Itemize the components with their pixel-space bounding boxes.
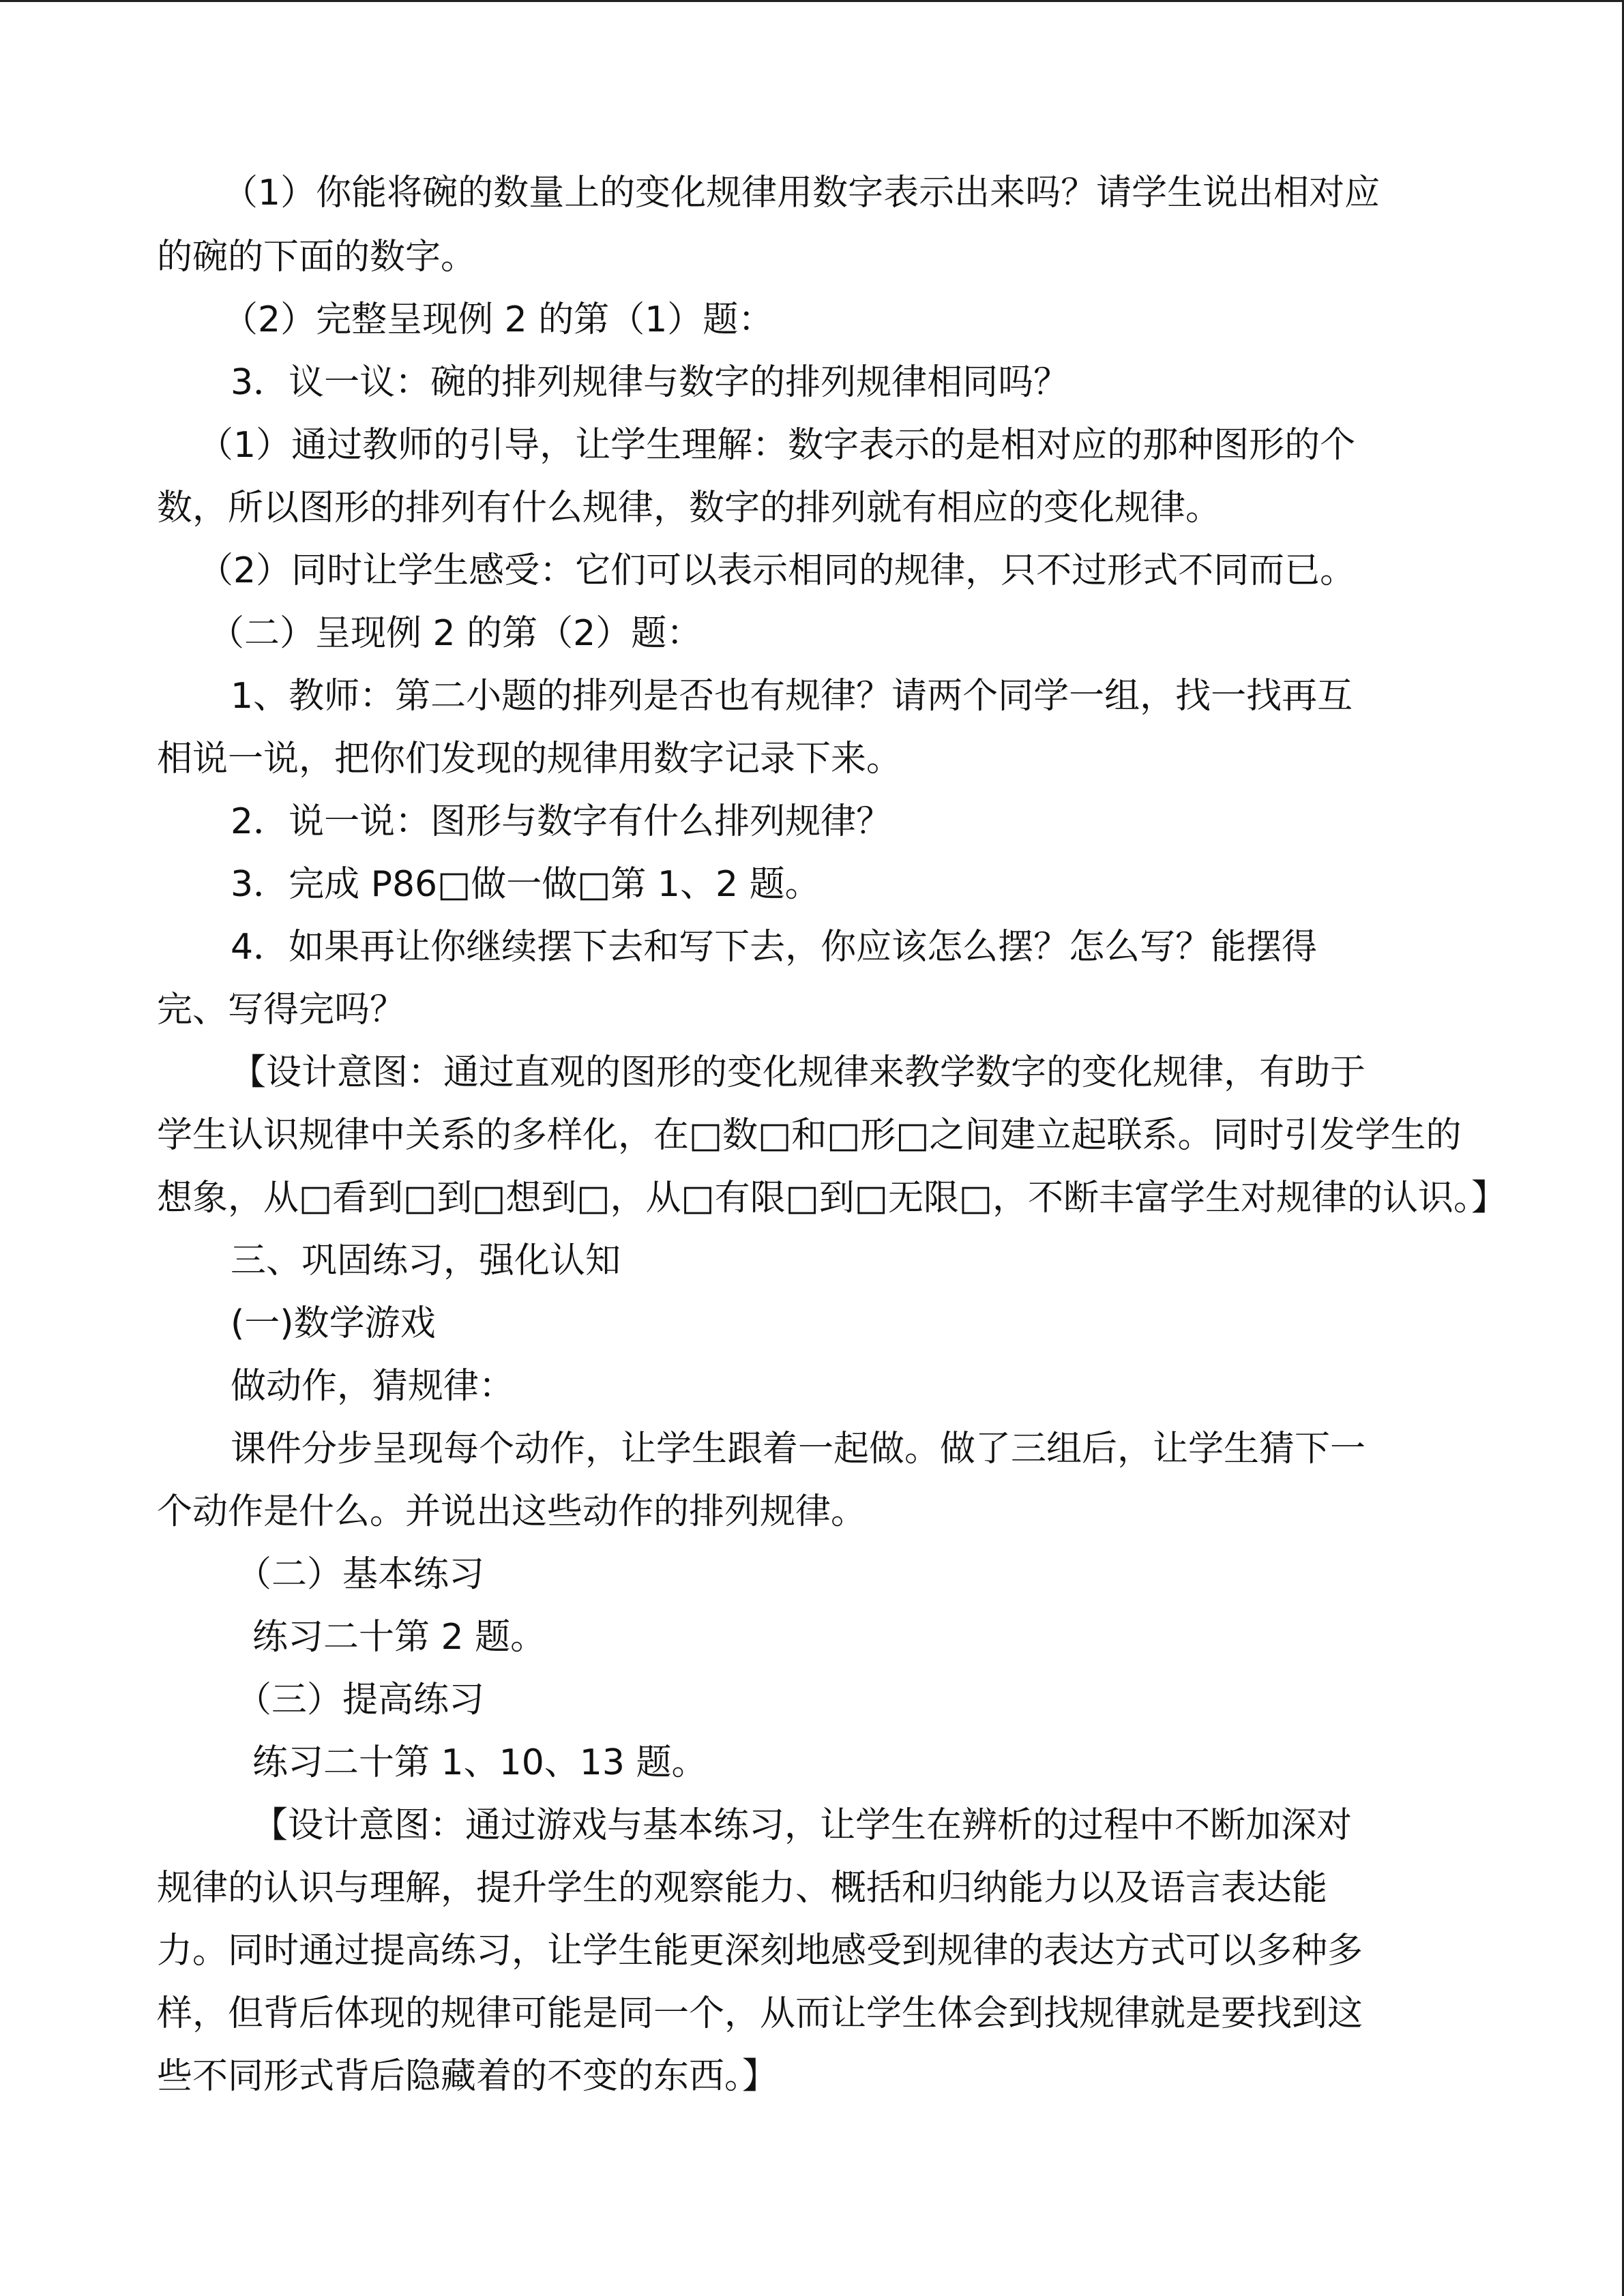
text-line: 练习二十第 1、10、13 题。 — [252, 1742, 707, 1783]
text-line: 3．议一议：碗的排列规律与数字的排列规律相同吗？ — [231, 362, 1069, 403]
text-line: 学生认识规律中关系的多样化，在□数□和□形□之间建立起联系。同时引发学生的 — [157, 1115, 1462, 1156]
text-line: 课件分步呈现每个动作，让学生跟着一起做。做了三组后，让学生猜下一 — [231, 1429, 1366, 1470]
text-line: （1）通过教师的引导，让学生理解：数字表示的是相对应的那种图形的个 — [198, 425, 1356, 466]
text-line: 个动作是什么。并说出这些动作的排列规律。 — [157, 1491, 867, 1532]
text-line: 规律的认识与理解，提升学生的观察能力、概括和归纳能力以及语言表达能 — [157, 1868, 1328, 1909]
text-line: 1、教师：第二小题的排列是否也有规律？请两个同学一组，找一找再互 — [231, 676, 1353, 717]
text-line: 数，所以图形的排列有什么规律，数字的排列就有相应的变化规律。 — [157, 488, 1222, 528]
text-line: （2）同时让学生感受：它们可以表示相同的规律，只不过形式不同而已。 — [198, 550, 1356, 591]
text-line: 的碗的下面的数字。 — [157, 237, 477, 278]
text-line: 练习二十第 2 题。 — [252, 1617, 546, 1658]
text-line: 4．如果再让你继续摆下去和写下去，你应该怎么摆？怎么写？能摆得 — [231, 927, 1318, 968]
text-line: (一)数学游戏 — [231, 1303, 436, 1344]
text-line: 完、写得完吗？ — [157, 989, 406, 1030]
text-line: （1）你能将碗的数量上的变化规律用数字表示出来吗？请学生说出相对应 — [222, 173, 1381, 213]
text-line: （二）基本练习 — [236, 1554, 485, 1595]
text-line: 【设计意图：通过直观的图形的变化规律来教学数字的变化规律，有助于 — [231, 1052, 1366, 1093]
text-line: 3．完成 P86□做一做□第 1、2 题。 — [231, 864, 821, 905]
text-line: 【设计意图：通过游戏与基本练习，让学生在辨析的过程中不断加深对 — [252, 1805, 1353, 1846]
text-line: （二）呈现例 2 的第（2）题： — [209, 613, 703, 654]
text-line: 想象，从□看到□到□想到□，从□有限□到□无限□，不断丰富学生对规律的认识。】 — [157, 1178, 1507, 1219]
text-line: 相说一说，把你们发现的规律用数字记录下来。 — [157, 739, 902, 779]
text-line: 些不同形式背后隐藏着的不变的东西。】 — [157, 2056, 778, 2097]
text-line: （三）提高练习 — [236, 1680, 485, 1720]
text-line: 样，但背后体现的规律可能是同一个，从而让学生体会到找规律就是要找到这 — [157, 1993, 1363, 2034]
text-line: 力。同时通过提高练习，让学生能更深刻地感受到规律的表达方式可以多种多 — [157, 1930, 1363, 1971]
text-line: （2）完整呈现例 2 的第（1）题： — [222, 299, 774, 340]
text-line: 三、巩固练习，强化认知 — [231, 1240, 621, 1281]
text-line: 做动作，猜规律： — [231, 1366, 515, 1407]
text-line: 2．说一说：图形与数字有什么排列规律？ — [231, 801, 892, 842]
